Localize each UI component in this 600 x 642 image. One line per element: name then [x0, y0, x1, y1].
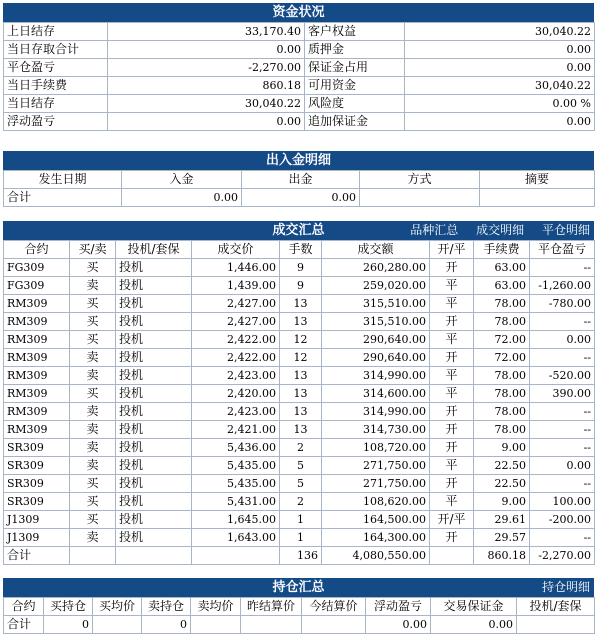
- cell-fee: 63.00: [474, 277, 530, 295]
- cell-pnl: -1,260.00: [530, 277, 595, 295]
- cell-pnl: --: [530, 421, 595, 439]
- positions-table: [3, 597, 595, 634]
- cell-contract: SR309: [4, 439, 70, 457]
- cell-price: 5,435.00: [192, 457, 280, 475]
- inout-total-method: [360, 189, 480, 207]
- cell-amount: 290,640.00: [322, 349, 430, 367]
- trades-total-fee: 860.18: [474, 547, 530, 565]
- cell-openclose: 平: [430, 277, 474, 295]
- inout-total-in: 0.00: [122, 189, 242, 207]
- cell-lots: 9: [280, 277, 322, 295]
- cell-lots: 13: [280, 313, 322, 331]
- funds-label: 当日手续费: [4, 77, 108, 95]
- cell-contract: SR309: [4, 493, 70, 511]
- empty-cell: [517, 616, 595, 634]
- funds-row: [4, 113, 595, 131]
- positions-total-row: [4, 616, 595, 634]
- empty-cell: [192, 547, 280, 565]
- cell-openclose: 开: [430, 259, 474, 277]
- col-sell-avg: 卖均价: [191, 598, 241, 616]
- cell-fee: 78.00: [474, 295, 530, 313]
- cell-lots: 13: [280, 403, 322, 421]
- cell-hedge: 投机: [116, 403, 192, 421]
- cell-contract: RM309: [4, 349, 70, 367]
- positions-total-buy: 0: [44, 616, 93, 634]
- col-margin: 交易保证金: [431, 598, 517, 616]
- link-position-detail[interactable]: 持仓明细: [541, 580, 590, 594]
- cell-pnl: 0.00: [530, 331, 595, 349]
- cell-price: 1,645.00: [192, 511, 280, 529]
- cell-fee: 22.50: [474, 475, 530, 493]
- trades-header-row: [4, 241, 595, 259]
- funds-header: [3, 3, 594, 22]
- cell-price: 5,436.00: [192, 439, 280, 457]
- col-fee: 手续费: [474, 241, 530, 259]
- positions-title: 持仓汇总: [272, 580, 325, 595]
- inout-section: [3, 151, 594, 207]
- cell-amount: 164,500.00: [322, 511, 430, 529]
- col-openclose: 开/平: [430, 241, 474, 259]
- funds-value: 30,040.22: [108, 95, 305, 113]
- funds-label: 追加保证金: [305, 113, 405, 131]
- cell-contract: RM309: [4, 295, 70, 313]
- empty-cell: [302, 616, 366, 634]
- cell-fee: 78.00: [474, 367, 530, 385]
- cell-side: 买: [70, 259, 116, 277]
- inout-header-row: [4, 171, 595, 189]
- cell-fee: 63.00: [474, 259, 530, 277]
- cell-lots: 1: [280, 529, 322, 547]
- cell-price: 2,427.00: [192, 295, 280, 313]
- funds-value: 0.00: [405, 41, 595, 59]
- funds-row: [4, 23, 595, 41]
- col-pnl: 平仓盈亏: [530, 241, 595, 259]
- cell-fee: 78.00: [474, 385, 530, 403]
- cell-openclose: 开: [430, 439, 474, 457]
- trades-header: [3, 221, 594, 240]
- col-date: 发生日期: [4, 171, 122, 189]
- cell-openclose: 开/平: [430, 511, 474, 529]
- funds-value: 0.00: [405, 59, 595, 77]
- empty-cell: [241, 616, 302, 634]
- cell-hedge: 投机: [116, 367, 192, 385]
- trades-total-row: [4, 547, 595, 565]
- col-today-settle: 今结算价: [302, 598, 366, 616]
- table-row: [4, 331, 595, 349]
- cell-openclose: 开: [430, 313, 474, 331]
- funds-label: 浮动盈亏: [4, 113, 108, 131]
- funds-row: [4, 77, 595, 95]
- cell-openclose: 平: [430, 457, 474, 475]
- cell-contract: FG309: [4, 259, 70, 277]
- cell-side: 卖: [70, 457, 116, 475]
- cell-openclose: 开: [430, 349, 474, 367]
- cell-pnl: --: [530, 259, 595, 277]
- cell-lots: 12: [280, 349, 322, 367]
- cell-side: 卖: [70, 529, 116, 547]
- cell-amount: 260,280.00: [322, 259, 430, 277]
- funds-value: 30,040.22: [405, 23, 595, 41]
- funds-label: 当日存取合计: [4, 41, 108, 59]
- positions-header: [3, 578, 594, 597]
- cell-amount: 271,750.00: [322, 457, 430, 475]
- cell-openclose: 平: [430, 385, 474, 403]
- positions-total-label: 合计: [4, 616, 44, 634]
- cell-hedge: 投机: [116, 331, 192, 349]
- cell-price: 2,422.00: [192, 331, 280, 349]
- cell-hedge: 投机: [116, 421, 192, 439]
- cell-lots: 12: [280, 331, 322, 349]
- cell-price: 1,643.00: [192, 529, 280, 547]
- trades-total-lots: 136: [280, 547, 322, 565]
- cell-side: 卖: [70, 439, 116, 457]
- empty-cell: [430, 547, 474, 565]
- cell-openclose: 开: [430, 403, 474, 421]
- cell-contract: FG309: [4, 277, 70, 295]
- funds-label: 保证金占用: [305, 59, 405, 77]
- cell-price: 1,439.00: [192, 277, 280, 295]
- cell-pnl: -780.00: [530, 295, 595, 313]
- trades-total-amount: 4,080,550.00: [322, 547, 430, 565]
- cell-side: 卖: [70, 421, 116, 439]
- cell-fee: 29.57: [474, 529, 530, 547]
- cell-amount: 271,750.00: [322, 475, 430, 493]
- cell-hedge: 投机: [116, 295, 192, 313]
- cell-side: 买: [70, 295, 116, 313]
- cell-hedge: 投机: [116, 439, 192, 457]
- funds-value: 0.00: [108, 113, 305, 131]
- col-method: 方式: [360, 171, 480, 189]
- cell-price: 5,435.00: [192, 475, 280, 493]
- col-lots: 手数: [280, 241, 322, 259]
- cell-pnl: --: [530, 313, 595, 331]
- cell-contract: RM309: [4, 331, 70, 349]
- trades-total-pnl: -2,270.00: [530, 547, 595, 565]
- cell-hedge: 投机: [116, 385, 192, 403]
- inout-table: [3, 170, 595, 207]
- cell-side: 买: [70, 385, 116, 403]
- funds-value: 33,170.40: [108, 23, 305, 41]
- funds-value: 860.18: [108, 77, 305, 95]
- link-close-detail[interactable]: 平仓明细: [541, 223, 590, 237]
- cell-side: 卖: [70, 277, 116, 295]
- cell-lots: 9: [280, 259, 322, 277]
- cell-hedge: 投机: [116, 313, 192, 331]
- table-row: [4, 259, 595, 277]
- cell-amount: 314,600.00: [322, 385, 430, 403]
- cell-price: 2,421.00: [192, 421, 280, 439]
- cell-pnl: 100.00: [530, 493, 595, 511]
- cell-price: 2,423.00: [192, 367, 280, 385]
- cell-hedge: 投机: [116, 529, 192, 547]
- cell-side: 卖: [70, 349, 116, 367]
- link-variety-summary[interactable]: 品种汇总: [410, 223, 459, 237]
- cell-lots: 13: [280, 421, 322, 439]
- table-row: [4, 349, 595, 367]
- cell-contract: RM309: [4, 385, 70, 403]
- cell-fee: 78.00: [474, 421, 530, 439]
- cell-contract: J1309: [4, 529, 70, 547]
- cell-fee: 9.00: [474, 493, 530, 511]
- cell-openclose: 开: [430, 475, 474, 493]
- cell-openclose: 平: [430, 367, 474, 385]
- inout-total-note: [480, 189, 595, 207]
- cell-pnl: -200.00: [530, 511, 595, 529]
- col-hedge: 投机/套保: [517, 598, 595, 616]
- cell-contract: RM309: [4, 367, 70, 385]
- table-row: [4, 403, 595, 421]
- table-row: [4, 457, 595, 475]
- funds-table: [3, 22, 595, 131]
- cell-lots: 2: [280, 493, 322, 511]
- cell-amount: 315,510.00: [322, 295, 430, 313]
- inout-header: [3, 151, 594, 170]
- cell-lots: 5: [280, 457, 322, 475]
- inout-total-out: 0.00: [242, 189, 360, 207]
- cell-amount: 164,300.00: [322, 529, 430, 547]
- funds-label: 质押金: [305, 41, 405, 59]
- col-sell-pos: 卖持仓: [142, 598, 191, 616]
- cell-lots: 13: [280, 295, 322, 313]
- cell-amount: 314,990.00: [322, 403, 430, 421]
- cell-amount: 315,510.00: [322, 313, 430, 331]
- col-contract: 合约: [4, 241, 70, 259]
- cell-lots: 1: [280, 511, 322, 529]
- cell-contract: SR309: [4, 475, 70, 493]
- table-row: [4, 295, 595, 313]
- positions-total-float: 0.00: [366, 616, 431, 634]
- cell-side: 买: [70, 331, 116, 349]
- col-price: 成交价: [192, 241, 280, 259]
- cell-price: 2,420.00: [192, 385, 280, 403]
- cell-amount: 259,020.00: [322, 277, 430, 295]
- table-row: [4, 421, 595, 439]
- cell-openclose: 开: [430, 529, 474, 547]
- cell-amount: 314,730.00: [322, 421, 430, 439]
- cell-amount: 290,640.00: [322, 331, 430, 349]
- table-row: [4, 367, 595, 385]
- funds-value: 0.00: [405, 113, 595, 131]
- col-out: 出金: [242, 171, 360, 189]
- cell-hedge: 投机: [116, 493, 192, 511]
- cell-hedge: 投机: [116, 457, 192, 475]
- funds-value: -2,270.00: [108, 59, 305, 77]
- table-row: [4, 493, 595, 511]
- empty-cell: [70, 547, 116, 565]
- col-in: 入金: [122, 171, 242, 189]
- cell-hedge: 投机: [116, 277, 192, 295]
- cell-contract: SR309: [4, 457, 70, 475]
- table-row: [4, 475, 595, 493]
- cell-pnl: 390.00: [530, 385, 595, 403]
- cell-amount: 108,620.00: [322, 493, 430, 511]
- funds-section: [3, 3, 594, 131]
- cell-openclose: 平: [430, 295, 474, 313]
- cell-openclose: 开: [430, 421, 474, 439]
- cell-lots: 2: [280, 439, 322, 457]
- cell-pnl: --: [530, 439, 595, 457]
- col-hedge: 投机/套保: [116, 241, 192, 259]
- col-prev-settle: 昨结算价: [241, 598, 302, 616]
- col-buy-avg: 买均价: [93, 598, 142, 616]
- funds-value: 0.00 %: [405, 95, 595, 113]
- funds-label: 上日结存: [4, 23, 108, 41]
- funds-label: 客户权益: [305, 23, 405, 41]
- funds-value: 30,040.22: [405, 77, 595, 95]
- cell-side: 买: [70, 493, 116, 511]
- cell-openclose: 平: [430, 331, 474, 349]
- col-contract: 合约: [4, 598, 44, 616]
- cell-fee: 72.00: [474, 331, 530, 349]
- col-note: 摘要: [480, 171, 595, 189]
- cell-amount: 314,990.00: [322, 367, 430, 385]
- positions-total-margin: 0.00: [431, 616, 517, 634]
- funds-label: 风险度: [305, 95, 405, 113]
- cell-side: 卖: [70, 403, 116, 421]
- funds-row: [4, 41, 595, 59]
- positions-header-row: [4, 598, 595, 616]
- cell-price: 1,446.00: [192, 259, 280, 277]
- cell-price: 2,423.00: [192, 403, 280, 421]
- funds-label: 当日结存: [4, 95, 108, 113]
- cell-pnl: --: [530, 349, 595, 367]
- cell-pnl: --: [530, 403, 595, 421]
- cell-fee: 72.00: [474, 349, 530, 367]
- cell-fee: 29.61: [474, 511, 530, 529]
- cell-hedge: 投机: [116, 511, 192, 529]
- cell-hedge: 投机: [116, 349, 192, 367]
- empty-cell: [191, 616, 241, 634]
- table-row: [4, 277, 595, 295]
- empty-cell: [93, 616, 142, 634]
- cell-pnl: --: [530, 475, 595, 493]
- funds-label: 可用资金: [305, 77, 405, 95]
- link-trade-detail[interactable]: 成交明细: [476, 223, 525, 237]
- cell-lots: 13: [280, 385, 322, 403]
- cell-side: 卖: [70, 367, 116, 385]
- col-float-pnl: 浮动盈亏: [366, 598, 431, 616]
- cell-side: 买: [70, 313, 116, 331]
- cell-price: 2,422.00: [192, 349, 280, 367]
- trades-title: 成交汇总: [272, 223, 325, 238]
- table-row: [4, 511, 595, 529]
- cell-lots: 5: [280, 475, 322, 493]
- funds-row: [4, 59, 595, 77]
- funds-value: 0.00: [108, 41, 305, 59]
- inout-title: 出入金明细: [265, 153, 331, 168]
- trades-total-label: 合计: [4, 547, 70, 565]
- cell-pnl: --: [530, 529, 595, 547]
- empty-cell: [116, 547, 192, 565]
- positions-total-sell: 0: [142, 616, 191, 634]
- cell-fee: 78.00: [474, 403, 530, 421]
- table-row: [4, 313, 595, 331]
- cell-side: 买: [70, 511, 116, 529]
- cell-pnl: 0.00: [530, 457, 595, 475]
- trades-section: [3, 221, 594, 565]
- inout-total-row: [4, 189, 595, 207]
- cell-pnl: -520.00: [530, 367, 595, 385]
- inout-total-label: 合计: [4, 189, 122, 207]
- funds-label: 平仓盈亏: [4, 59, 108, 77]
- cell-price: 2,427.00: [192, 313, 280, 331]
- cell-contract: RM309: [4, 421, 70, 439]
- positions-section: [3, 578, 594, 634]
- cell-side: 买: [70, 475, 116, 493]
- col-side: 买/卖: [70, 241, 116, 259]
- cell-contract: RM309: [4, 313, 70, 331]
- cell-fee: 22.50: [474, 457, 530, 475]
- table-row: [4, 529, 595, 547]
- cell-hedge: 投机: [116, 259, 192, 277]
- cell-contract: RM309: [4, 403, 70, 421]
- col-amount: 成交额: [322, 241, 430, 259]
- table-row: [4, 385, 595, 403]
- cell-hedge: 投机: [116, 475, 192, 493]
- funds-title: 资金状况: [272, 5, 325, 20]
- table-row: [4, 439, 595, 457]
- cell-contract: J1309: [4, 511, 70, 529]
- col-buy-pos: 买持仓: [44, 598, 93, 616]
- cell-amount: 108,720.00: [322, 439, 430, 457]
- funds-row: [4, 95, 595, 113]
- cell-fee: 78.00: [474, 313, 530, 331]
- cell-lots: 13: [280, 367, 322, 385]
- cell-fee: 9.00: [474, 439, 530, 457]
- trades-table: [3, 240, 595, 565]
- cell-openclose: 平: [430, 493, 474, 511]
- cell-price: 5,431.00: [192, 493, 280, 511]
